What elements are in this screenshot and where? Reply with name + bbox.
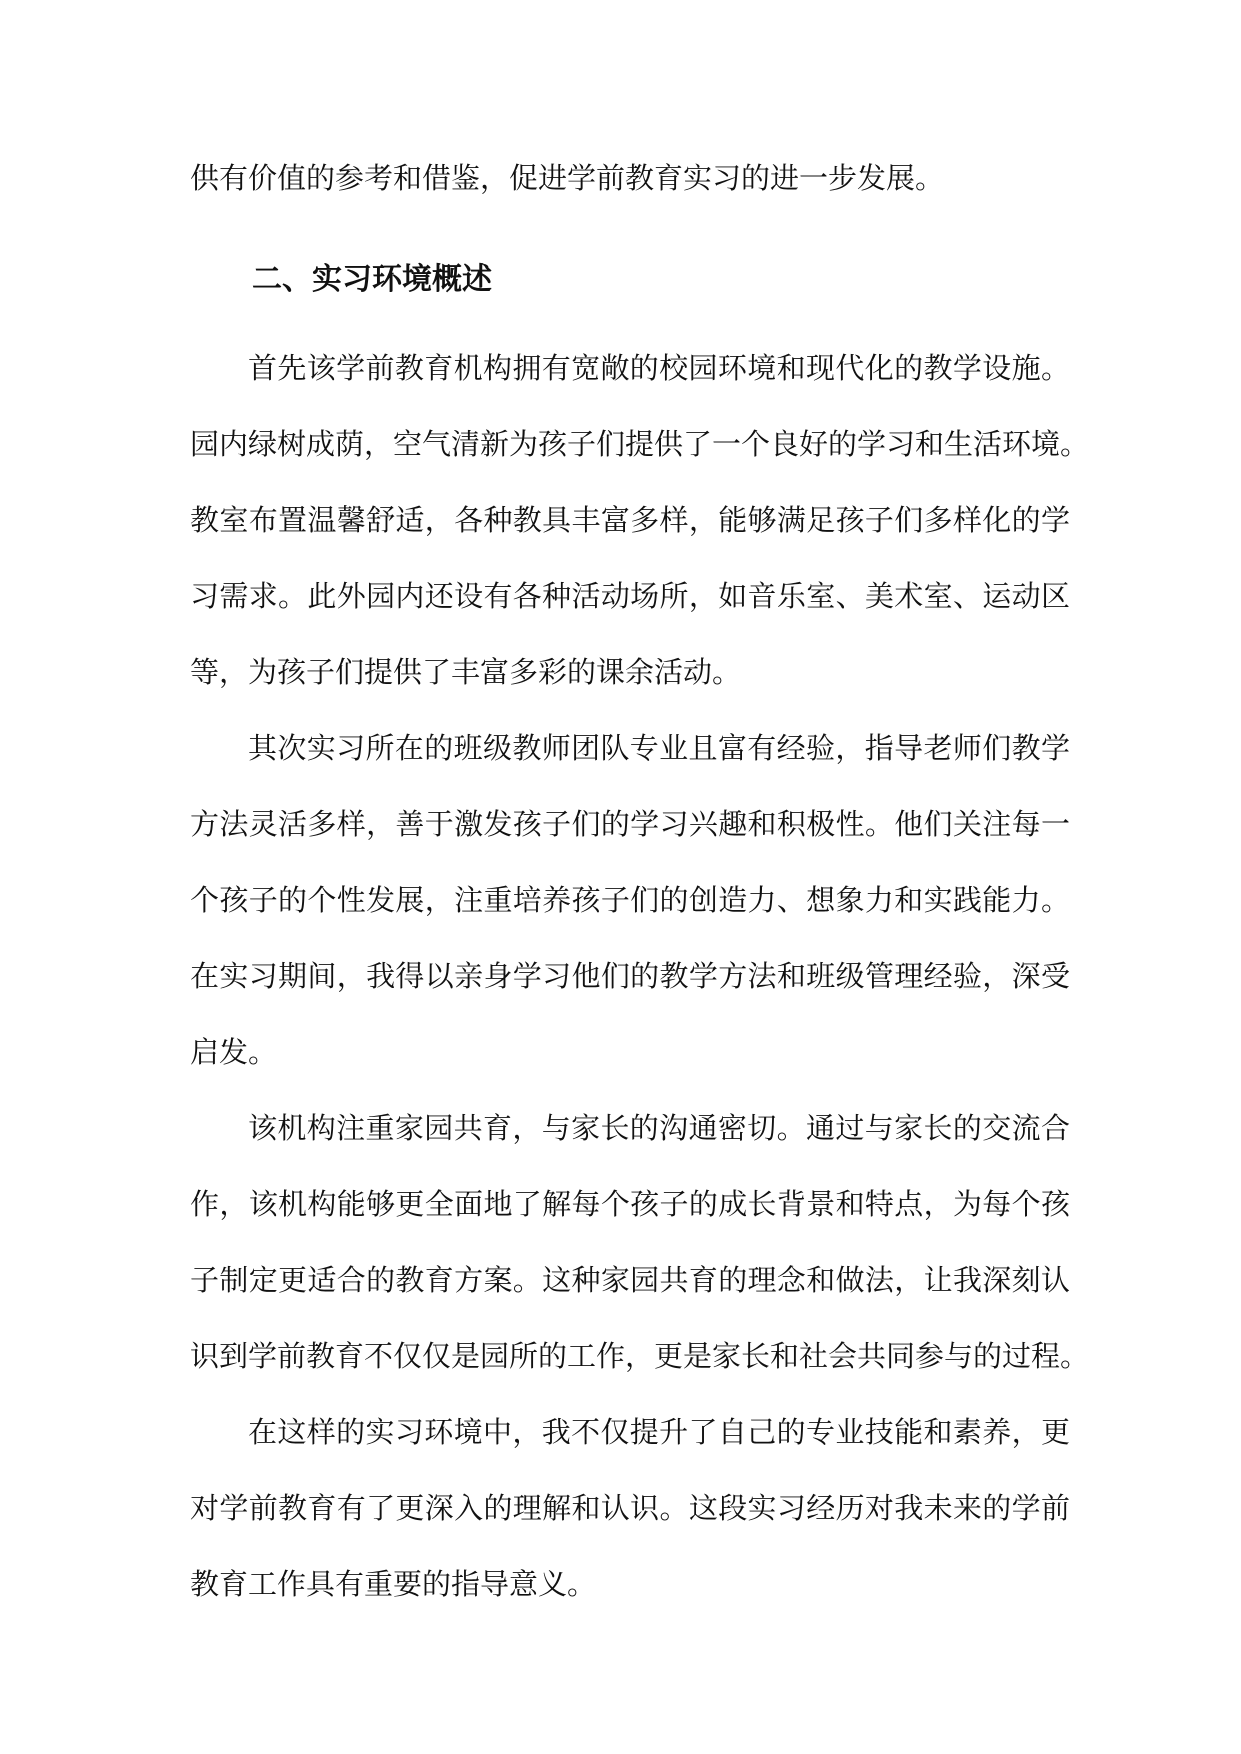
text-line: 供有价值的参考和借鉴，促进学前教育实习的进一步发展。 — [190, 161, 945, 195]
document-body — [190, 140, 1090, 1622]
text-line: 该机构注重家园共育，与家长的沟通密切。通过与家长的交流合 — [248, 1111, 1070, 1145]
text-line: 在实习期间，我得以亲身学习他们的教学方法和班级管理经验，深受 — [190, 959, 1070, 993]
text-line: 等，为孩子们提供了丰富多彩的课余活动。 — [190, 655, 742, 689]
paragraph-4 — [190, 1394, 1070, 1622]
intro-paragraph-tail — [190, 140, 1070, 216]
text-line: 习需求。此外园内还设有各种活动场所，如音乐室、美术室、运动区 — [190, 579, 1070, 613]
text-line: 教室布置温馨舒适，各种教具丰富多样，能够满足孩子们多样化的学 — [190, 503, 1070, 537]
paragraph-3 — [190, 1090, 1090, 1394]
section-heading: 二、实习环境概述 — [252, 262, 492, 297]
text-line: 方法灵活多样，善于激发孩子们的学习兴趣和积极性。他们关注每一 — [190, 807, 1070, 841]
text-line: 作，该机构能够更全面地了解每个孩子的成长背景和特点，为每个孩 — [190, 1187, 1070, 1221]
text-line: 园内绿树成荫，空气清新为孩子们提供了一个良好的学习和生活环境。 — [190, 427, 1090, 461]
text-line: 子制定更适合的教育方案。这种家园共育的理念和做法，让我深刻认 — [190, 1263, 1070, 1297]
text-line: 其次实习所在的班级教师团队专业且富有经验，指导老师们教学 — [248, 731, 1070, 765]
text-line: 在这样的实习环境中，我不仅提升了自己的专业技能和素养，更 — [248, 1415, 1070, 1449]
text-line: 首先该学前教育机构拥有宽敞的校园环境和现代化的教学设施。 — [248, 351, 1070, 385]
text-line: 识到学前教育不仅仅是园所的工作，更是家长和社会共同参与的过程。 — [190, 1339, 1090, 1373]
text-line: 启发。 — [190, 1035, 278, 1069]
text-line: 个孩子的个性发展，注重培养孩子们的创造力、想象力和实践能力。 — [190, 883, 1070, 917]
paragraph-1 — [190, 330, 1090, 710]
text-line: 对学前教育有了更深入的理解和认识。这段实习经历对我未来的学前 — [190, 1491, 1070, 1525]
paragraph-2 — [190, 710, 1070, 1090]
text-line: 教育工作具有重要的指导意义。 — [190, 1567, 597, 1601]
